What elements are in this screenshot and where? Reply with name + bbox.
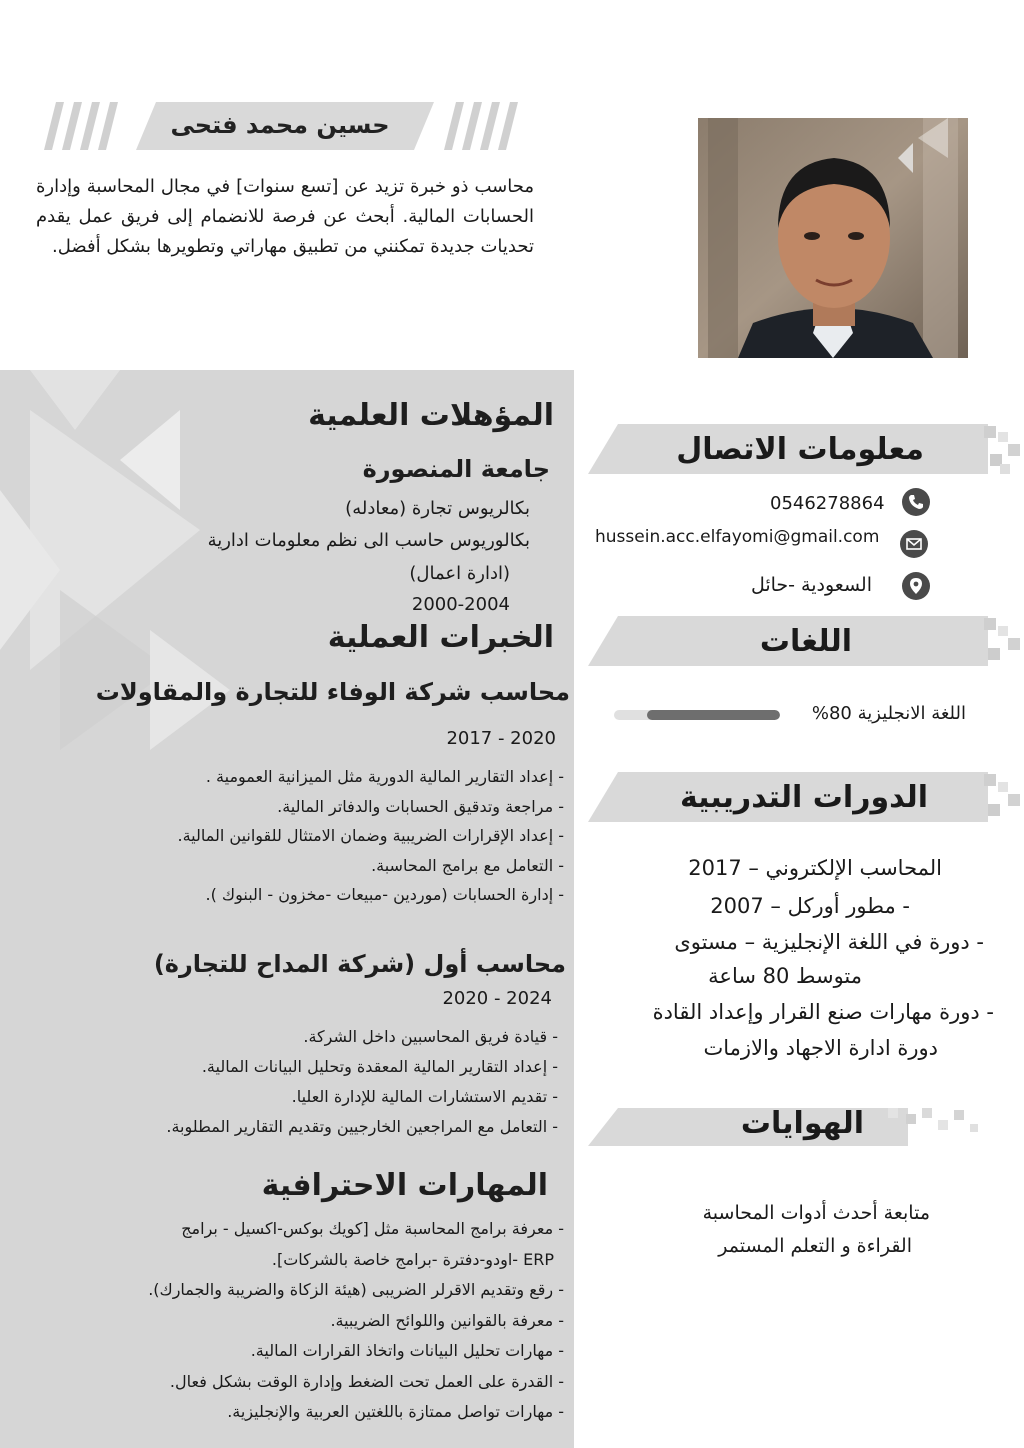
- education-line: بكالريوس تجارة (معادله): [345, 498, 530, 519]
- course-line: - مطور أوركل – 2007: [710, 894, 910, 918]
- education-title: المؤهلات العلمية: [308, 398, 554, 433]
- list-item: - التعامل مع برامج المحاسبة.: [371, 855, 564, 875]
- contact-title: معلومات الاتصال: [676, 432, 924, 467]
- job-period: 2020 - 2024: [442, 988, 552, 1009]
- hobby-line: القراءة و التعلم المستمر: [718, 1235, 912, 1257]
- job-period: 2017 - 2020: [446, 728, 556, 749]
- job-duties: [177, 762, 564, 910]
- job-duties: [166, 1022, 558, 1142]
- list-item: - إعداد الإقرارات الضريبية وضمان الامتثال للقوانين المالية.: [177, 826, 564, 845]
- education-years: 2000-2004: [411, 594, 510, 615]
- skills-list: [148, 1214, 564, 1428]
- phone-number: 0546278864: [770, 493, 885, 514]
- contact-header: [588, 424, 1024, 476]
- list-item: - التعامل مع المراجعين الخارجيين وتقديم التقارير المطلوبة.: [166, 1117, 558, 1136]
- list-item: - مراجعة وتدقيق الحسابات والدفاتر المالية.: [277, 796, 564, 816]
- list-item: ERP -اودو-دفترة -برامج خاصة بالشركات].: [271, 1249, 554, 1269]
- education-line: بكالوريوس حاسب الى نظم معلومات ادارية: [207, 530, 530, 551]
- course-line: - دورة في اللغة الإنجليزية – مستوى: [674, 930, 984, 954]
- languages-header: [588, 616, 1024, 668]
- list-item: - إعداد التقارير المالية الدورية مثل الميزانية العمومية .: [205, 767, 564, 786]
- email-icon: [900, 530, 928, 558]
- hobby-line: متابعة أحدث أدوات المحاسبة: [702, 1202, 930, 1224]
- courses-title: الدورات التدريبية: [679, 780, 928, 815]
- education-line: (ادارة اعمال): [409, 563, 510, 584]
- course-line: متوسط 80 ساعة: [708, 964, 862, 988]
- person-name: حسين محمد فتحى: [170, 111, 390, 139]
- hobbies-header: [588, 1100, 1024, 1148]
- profile-summary: محاسب ذو خبرة تزيد عن [تسع سنوات] في مجال المحاسبة وإدارة الحسابات المالية. أبحث عن فرصة للانضمام إلى فريق عمل يقدم تحديات جديدة تمكنني من تطبيق مهاراتي وتطويرها بشكل أفضل.: [36, 176, 534, 257]
- list-item: - القدرة على العمل تحت الضغط وإدارة الوقت بشكل فعال.: [169, 1371, 564, 1391]
- courses-header: [588, 772, 1024, 824]
- list-item: - مهارات تحليل البيانات واتخاذ القرارات المالية.: [250, 1341, 564, 1360]
- skills-title: المهارات الاحترافية: [261, 1168, 548, 1203]
- job-title: محاسب شركة الوفاء للتجارة والمقاولات: [95, 678, 570, 706]
- list-item: - رقع وتقديم الاقرلر الضريبى (هيئة الزكاة والضريبة والجمارك).: [148, 1280, 564, 1299]
- course-line: - دورة مهارات صنع القرار وإعداد القادة: [652, 1000, 994, 1024]
- list-item: - مهارات تواصل ممتازة باللغتين العربية والإنجليزية.: [227, 1402, 564, 1421]
- list-item: - إدارة الحسابات (موردين -مبيعات -مخزون - البنوك ).: [205, 885, 564, 904]
- university-name: جامعة المنصورة: [362, 455, 550, 483]
- location-pin-icon: [902, 572, 930, 600]
- hobbies-title: الهوايات: [740, 1106, 864, 1141]
- email-address: hussein.acc.elfayomi@gmail.com: [595, 527, 880, 547]
- course-line: دورة ادارة الاجهاد والازمات: [703, 1036, 938, 1060]
- job-title: محاسب أول (شركة المداح للتجارة): [153, 950, 566, 978]
- language-progress-bar: [614, 710, 780, 720]
- languages-title: اللغات: [759, 624, 852, 659]
- list-item: - قيادة فريق المحاسبين داخل الشركة.: [303, 1027, 558, 1046]
- phone-icon: [902, 488, 930, 516]
- list-item: - معرفة برامج المحاسبة مثل [كويك بوكس-اكسيل - برامج: [181, 1219, 564, 1238]
- list-item: - معرفة بالقوانين واللوائح الضريبية.: [330, 1310, 564, 1330]
- list-item: - إعداد التقارير المالية المعقدة وتحليل البيانات المالية.: [201, 1057, 558, 1076]
- list-item: - تقديم الاستشارات المالية للإدارة العليا.: [291, 1087, 558, 1106]
- experience-title: الخبرات العملية: [327, 620, 554, 655]
- location-text: السعودية -حائل: [750, 574, 872, 596]
- course-line: المحاسب الإلكتروني – 2017: [688, 856, 942, 880]
- profile-photo: [698, 118, 968, 358]
- language-progress-fill: [647, 710, 780, 720]
- language-label: اللغة الانجليزية 80%: [811, 703, 966, 724]
